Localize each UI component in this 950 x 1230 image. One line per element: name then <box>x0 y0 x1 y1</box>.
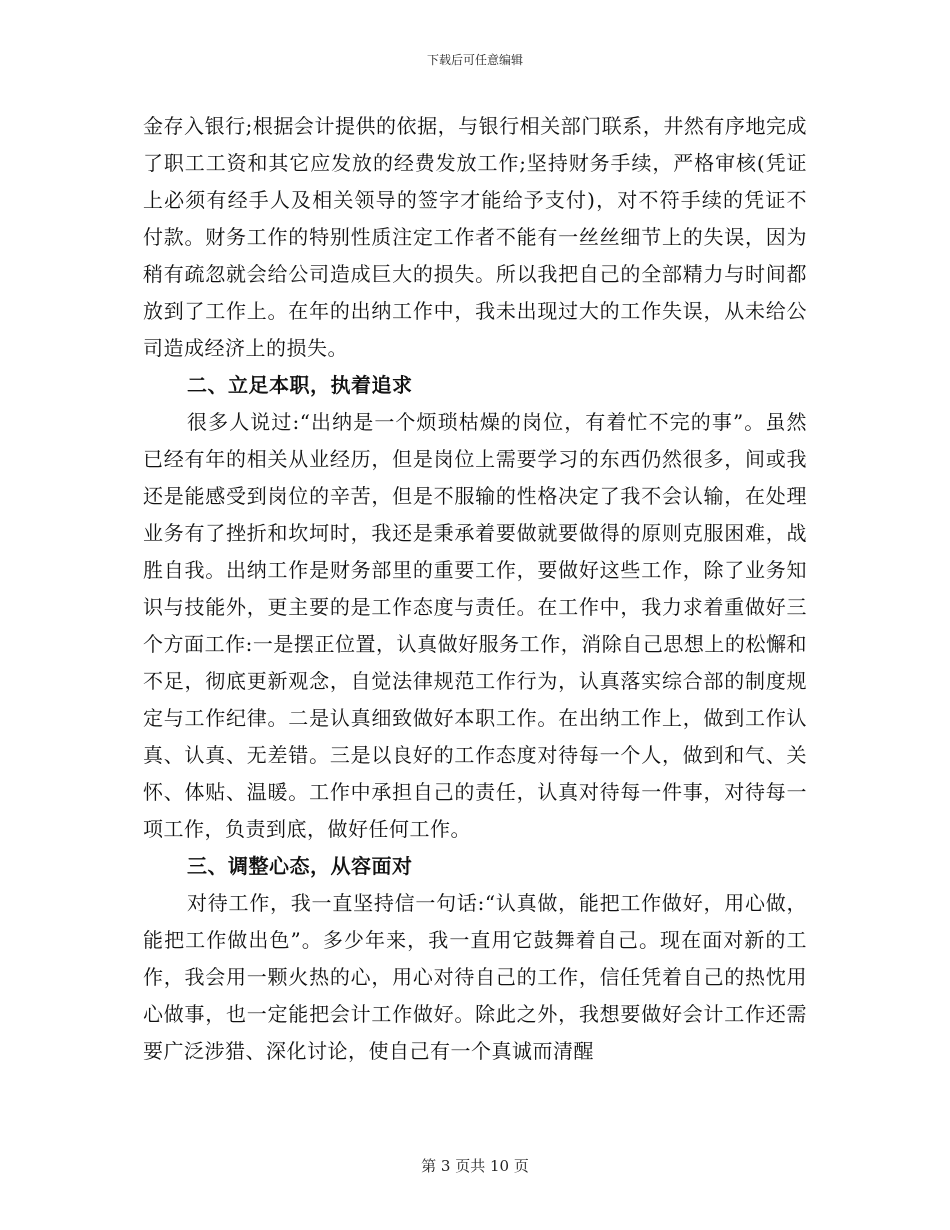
section-heading-2: 二、立足本职，执着追求 <box>187 373 413 397</box>
document-body <box>143 108 807 1070</box>
body-paragraph-3: 对待工作，我一直坚持信一句话:“认真做，能把工作做好，用心做，能把工作做出色”。多少年来，我一直用它鼓舞着自己。现在面对新的工作，我会用一颗火热的心，用心对待自己的工作，信任凭着自己的热忱用心做事，也一定能把会计工作做好。除此之外，我想要做好会计工作还需要广泛涉猎、深化讨论，使自己有一个真诚而清醒 <box>143 891 807 1063</box>
page-header: 下载后可任意编辑 <box>426 53 523 67</box>
body-paragraph-2: 很多人说过:“出纳是一个烦琐枯燥的岗位，有着忙不完的事”。虽然已经有年的相关从业经历，但是岗位上需要学习的东西仍然很多，间或我还是能感受到岗位的辛苦，但是不服输的性格决定了我不会认输，在处理业务有了挫折和坎坷时，我还是秉承着要做就要做得的原则克服困难，战胜自我。出纳工作是财务部里的重要工作，要做好这些工作，除了业务知识与技能外，更主要的是工作态度与责任。在工作中，我力求着重做好三个方面工作:一是摆正位置，认真做好服务工作，消除自己思想上的松懈和不足，彻底更新观念，自觉法律规范工作行为，认真落实综合部的制度规定与工作纪律。二是认真细致做好本职工作。在出纳工作上，做到工作认真、认真、无差错。三是以良好的工作态度对待每一个人，做到和气、关怀、体贴、温暖。工作中承担自己的责任，认真对待每一件事，对待每一项工作，负责到底，做好任何工作。 <box>143 410 807 841</box>
section-heading-3: 三、调整心态，从容面对 <box>187 854 413 878</box>
page-number-footer: 第 3 页共 10 页 <box>421 1157 529 1175</box>
body-paragraph-1: 金存入银行;根据会计提供的依据，与银行相关部门联系，井然有序地完成了职工工资和其它应发放的经费发放工作;坚持财务手续，严格审核(凭证上必须有经手人及相关领导的签字才能给予支付)，对不符手续的凭证不付款。财务工作的特别性质注定工作者不能有一丝丝细节上的失误，因为稍有疏忽就会给公司造成巨大的损失。所以我把自己的全部精力与时间都放到了工作上。在年的出纳工作中，我未出现过大的工作失误，从未给公司造成经济上的损失。 <box>143 114 807 360</box>
